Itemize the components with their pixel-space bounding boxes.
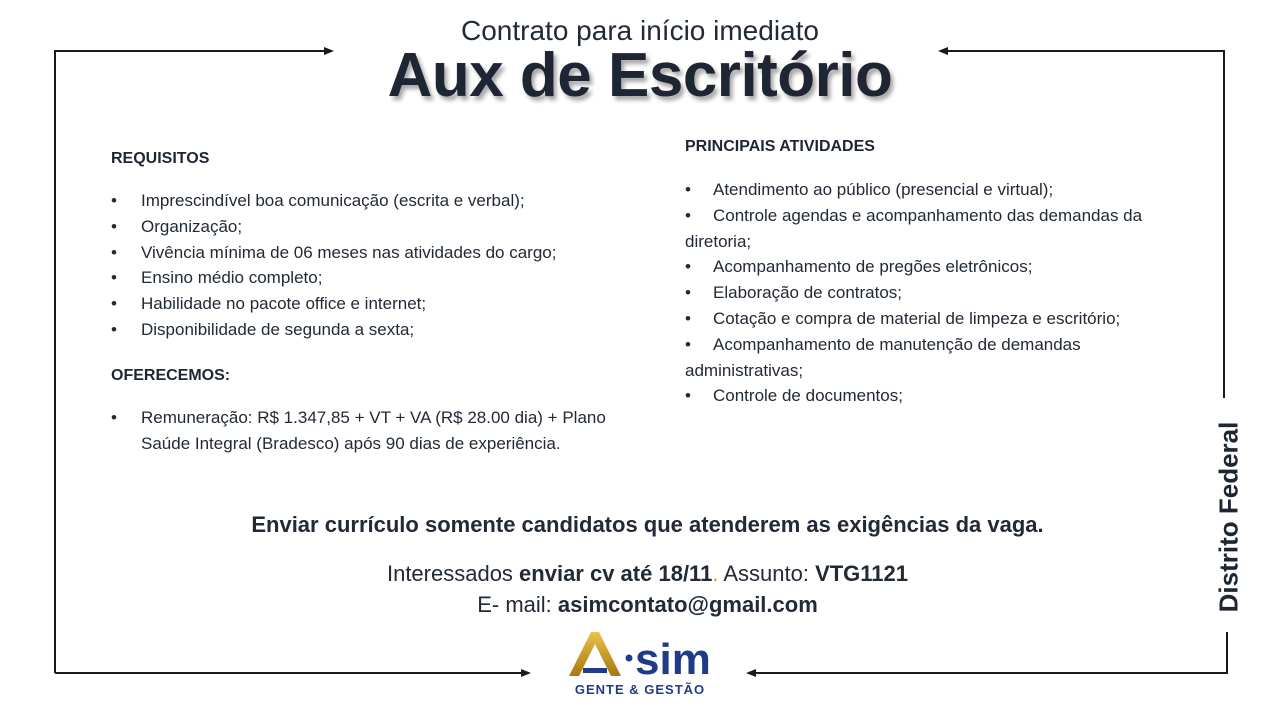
deadline-text: enviar cv até 18/11 xyxy=(519,561,713,586)
email-address: asimcontato@gmail.com xyxy=(557,592,818,617)
list-item: • Elaboração de contratos; xyxy=(685,283,903,303)
page-title: Aux de Escritório xyxy=(387,41,893,110)
asim-logo-mark xyxy=(565,628,715,684)
asim-logo xyxy=(565,628,715,700)
region-label: Distrito Federal xyxy=(1213,421,1244,613)
list-item: • Acompanhamento de manutenção de demandas administrativas; xyxy=(685,334,1081,380)
oferecemos-list xyxy=(111,405,611,457)
notice-text: Enviar currículo somente candidatos que atenderem as exigências da vaga. xyxy=(251,512,1044,537)
email-line: E- mail: asimcontato@gmail.com xyxy=(477,592,818,617)
list-item: • Disponibilidade de segunda a sexta; xyxy=(111,319,415,339)
atividades-heading: PRINCIPAIS ATIVIDADES xyxy=(685,138,875,155)
atividades-list xyxy=(685,177,1185,409)
list-item: • Organização; xyxy=(111,216,243,236)
svg-text:sim: sim xyxy=(635,635,711,684)
logo-tagline: GENTE & GESTÃO xyxy=(574,682,706,697)
list-item: • Atendimento ao público (presencial e virtual); xyxy=(685,180,1054,199)
list-item: • Ensino médio completo; xyxy=(111,268,323,288)
list-item: • Controle de documentos; xyxy=(685,386,903,406)
contact-line: Interessados enviar cv até 18/11. Assunto: VTG1121 xyxy=(386,561,909,586)
list-item: • Vivência mínima de 06 meses nas atividades do cargo; xyxy=(111,242,557,262)
subject-code: VTG1121 xyxy=(815,561,909,586)
requisitos-heading: REQUISITOS xyxy=(111,150,210,167)
list-item: • Habilidade no pacote office e internet; xyxy=(111,294,427,314)
list-item: • Acompanhamento de pregões eletrônicos; xyxy=(685,257,1033,277)
requisitos-list xyxy=(111,188,631,343)
page-subtitle: Contrato para início imediato xyxy=(461,15,819,46)
list-item: • Controle agendas e acompanhamento das demandas da diretoria; xyxy=(685,205,1143,251)
list-item: • Imprescindível boa comunicação (escrita e verbal); xyxy=(111,191,525,210)
oferecemos-heading: OFERECEMOS: xyxy=(111,367,231,384)
list-item: • Cotação e compra de material de limpeza e escritório; xyxy=(685,308,1121,328)
list-item: • Remuneração: R$ 1.347,85 + VT + VA (R$ 28.00 dia) + Plano Saúde Integral (Bradesco) após 90 dias de experiência. xyxy=(111,408,606,453)
